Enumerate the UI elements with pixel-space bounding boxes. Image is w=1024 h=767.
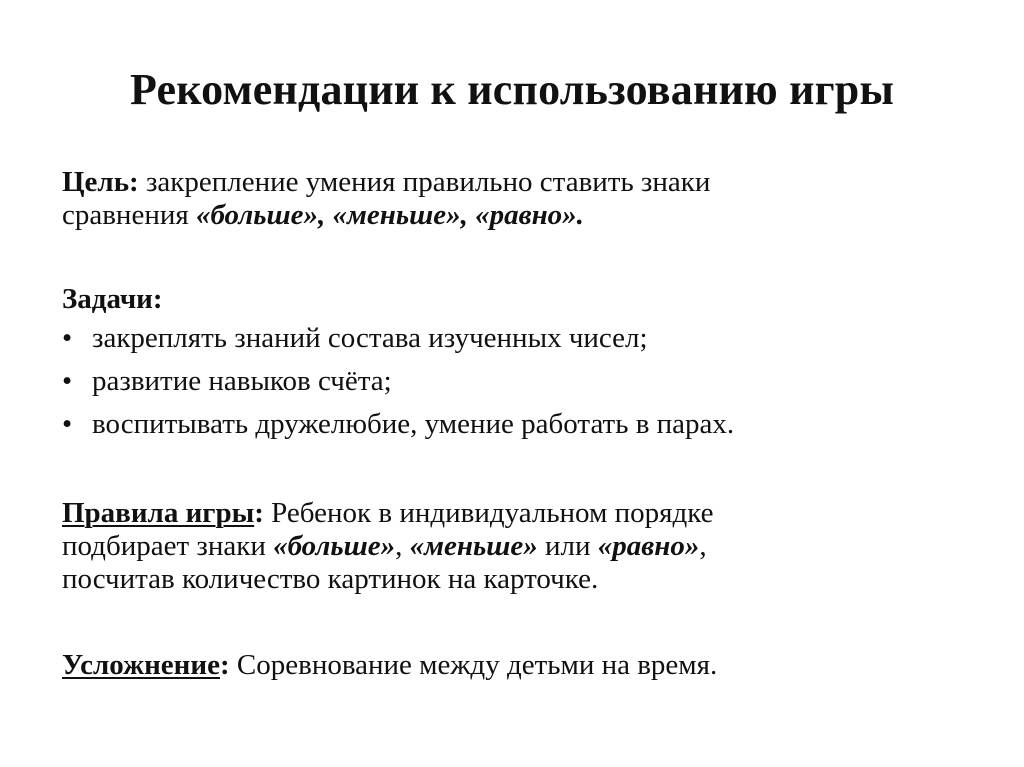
goal-text-line-1: закрепление умения правильно ставить знаки [138,166,711,198]
bullet-icon: • [62,408,73,440]
list-item [62,322,962,365]
goal-paragraph [62,166,962,232]
rules-separator: , [699,530,707,562]
tasks-list [62,322,962,451]
bullet-icon: • [62,322,73,354]
complication-label: Усложнение [62,649,220,681]
task-text: воспитывать дружелюбие, умение работать в парах. [92,408,735,440]
rules-text-line-2: подбирает знаки [62,530,274,562]
rules-word-bolshe: «больше» [273,530,396,562]
list-item [62,365,962,408]
tasks-label: Задачи: [62,283,163,315]
rules-paragraph [62,497,962,596]
slide-title: Рекомендации к использованию игры [129,65,895,114]
rules-text-line-1: Ребенок в индивидуальном порядке [263,497,714,529]
task-text: закреплять знаний состава изученных чисел; [92,322,648,354]
rules-label: Правила игры [62,497,255,529]
complication-text: Соревнование между детьми на время. [229,649,718,681]
task-text: развитие навыков счёта; [92,365,392,397]
complication-paragraph [62,649,962,682]
goal-emphasis: «больше», «меньше», «равно». [195,199,584,231]
goal-label: Цель: [62,166,139,198]
rules-word-menshe: «меньше» [409,530,538,562]
complication-colon: : [219,649,230,681]
rules-colon: : [254,497,264,529]
rules-separator: или [537,530,598,562]
tasks-heading [62,283,962,316]
goal-text-line-2: сравнения [62,199,196,231]
bullet-icon: • [62,365,73,397]
list-item [62,408,962,451]
rules-word-ravno: «равно» [597,530,700,562]
rules-text-line-3: посчитав количество картинок на карточке. [62,563,599,595]
rules-separator: , [395,530,410,562]
